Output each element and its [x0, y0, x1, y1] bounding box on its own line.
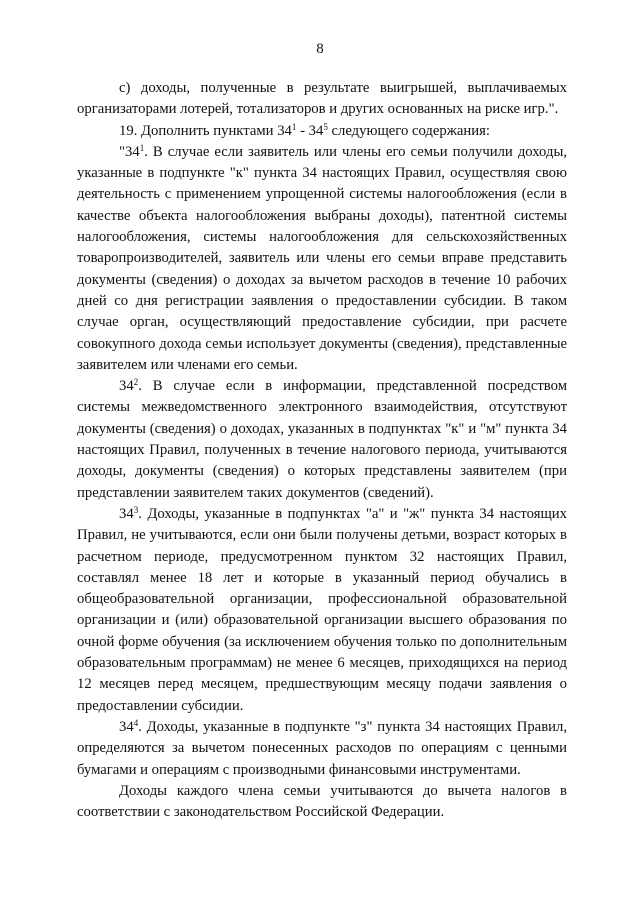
page-number: 8: [316, 41, 324, 57]
paragraph-income-taxes: Доходы каждого члена семьи учитываются до вычета налогов в соответствии с законодательством Российской Федерации.: [77, 782, 567, 821]
paragraph-item-19: [77, 121, 567, 142]
item-19-dash: - 34: [296, 122, 324, 139]
paragraph-34-3-text: . Доходы, указанные в подпунктах "а" и "ж" пункта 34 настоящих Правил, не учитываются, если они были получены детьми, возраст которых в расчетном периоде, предусмотренном пунктом 32 настоящих Правил, составлял менее 18 лет и которые в указанный период обучались в общеобразовательной организации, профессиональной образовательной организации и (или) образовательной организации высшего образования по очной форме обучения (за исключением обучения только по дополнительным образовательным программам) не менее 6 месяцев, приходящихся на период 12 месяцев перед месяцем, предшествующим месяцу подачи заявления о предоставлении субсидии.: [77, 505, 567, 714]
paragraph-subitem-c: с) доходы, полученные в результате выигрышей, выплачиваемых организаторами лотерей, тотализаторов и других основанных на риске игр.".: [77, 80, 567, 118]
paragraph-34-3-number: 34: [119, 505, 134, 522]
paragraph-34-1-number: "34: [119, 143, 140, 160]
paragraph-34-4-superscript: 4: [133, 717, 139, 728]
item-19-superscript-1: 1: [291, 121, 297, 132]
paragraph-34-1-text: . В случае если заявитель или члены его семьи получили доходы, указанные в подпункте "к" пункта 34 настоящих Правил, осуществляя свою деятельность с применением упрощенной системы налогообложения (если в качестве объекта налогообложения выбраны доходы), патентной системы налогообложения, системы налогообложения для сельскохозяйственных товаропроизводителей, заявитель или члены его семьи вправе представить документы (сведения) о доходах за вычетом расходов в течение 10 рабочих дней со дня регистрации заявления о предоставлении субсидии. В таком случае орган, осуществляющий предоставление субсидии, при расчете совокупного дохода семьи использует документы (сведения), представленные заявителем или членами его семьи.: [77, 143, 567, 373]
paragraph-34-3-superscript: 3: [133, 504, 139, 515]
paragraph-34-2-text: . В случае если в информации, представленной посредством системы межведомственного электронного взаимодействия, отсутствуют документы (сведения) о доходах, указанных в подпунктах "к" и "м" пункта 34 настоящих Правил, полученных в течение налогового периода, учитываются доходы, документы (сведения) о которых представлены заявителем (при представлении заявителем таких документов (сведений).: [77, 378, 567, 501]
paragraph-34-4-text: . Доходы, указанные в подпункте "з" пункта 34 настоящих Правил, определяются за вычетом понесенных расходов по операциям с ценными бумагами и операциям с производными финансовыми инструментами.: [77, 718, 567, 778]
paragraph-34-3: [77, 504, 567, 717]
paragraph-34-4: [77, 717, 567, 781]
paragraph-34-2-superscript: 2: [133, 377, 139, 388]
document-body: [77, 78, 567, 823]
item-19-superscript-5: 5: [323, 121, 328, 132]
item-19-text: 19. Дополнить пунктами 34: [119, 122, 292, 139]
item-19-tail: следующего содержания:: [327, 122, 490, 139]
paragraph-34-1: [77, 142, 567, 376]
paragraph-34-1-superscript: 1: [139, 142, 145, 153]
paragraph-34-4-number: 34: [119, 718, 134, 735]
paragraph-34-2-number: 34: [119, 378, 134, 395]
paragraph-34-2: [77, 376, 567, 504]
